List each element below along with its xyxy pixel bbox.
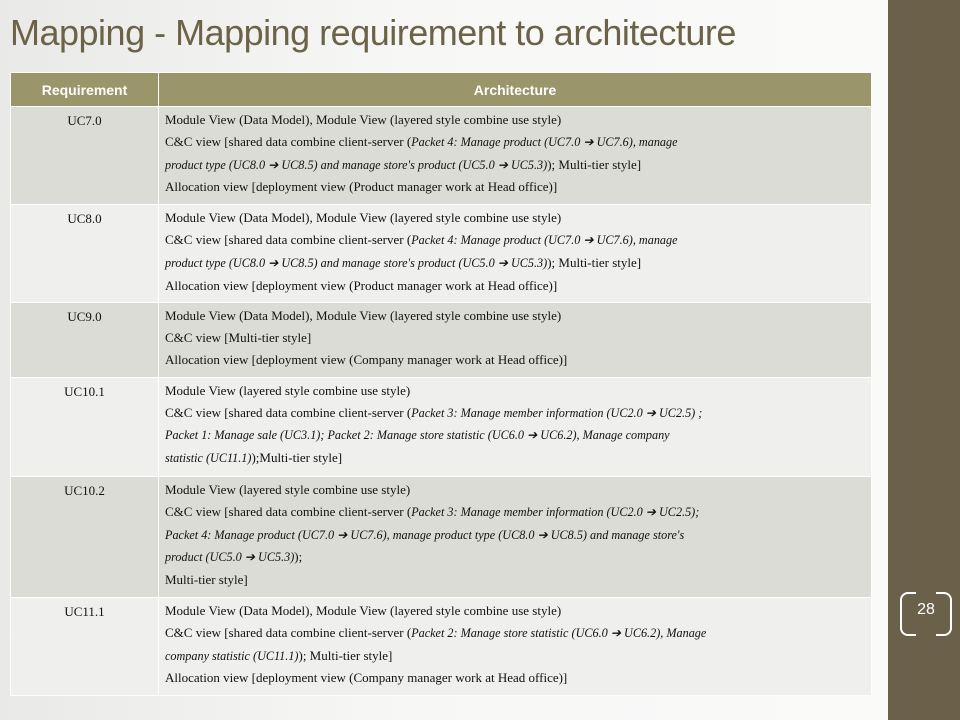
architecture-line bbox=[165, 154, 865, 177]
table-row bbox=[11, 303, 872, 377]
italic-segment: Packet 4: Manage product (UC7.0 ➔ UC7.6), manage bbox=[411, 134, 678, 149]
text-segment: Module View (Data Model), Module View (layered style combine use style) bbox=[165, 112, 562, 127]
italic-segment: Packet 3: Manage member information (UC2.0 ➔ UC2.5); bbox=[411, 504, 700, 519]
italic-segment: Packet 1: Manage sale (UC3.1); Packet 2: Manage store statistic (UC6.0 ➔ UC6.2), Manage company bbox=[165, 428, 670, 443]
italic-segment: product (UC5.0 ➔ UC5.3) bbox=[165, 550, 295, 565]
text-segment: Module View (Data Model), Module View (layered style combine use style) bbox=[165, 602, 562, 618]
text-segment: Module View (layered style combine use style) bbox=[165, 382, 411, 398]
requirement-cell: UC9.0 bbox=[11, 303, 159, 377]
requirement-cell: UC7.0 bbox=[11, 107, 159, 205]
text-segment: Module View (Data Model), Module View (layered style combine use style) bbox=[165, 308, 562, 324]
architecture-line bbox=[165, 622, 865, 645]
table-row bbox=[11, 377, 872, 476]
architecture-line bbox=[165, 207, 865, 229]
text-segment: C&C view [shared data combine client-server ( bbox=[165, 133, 412, 149]
architecture-line bbox=[165, 275, 865, 297]
text-segment: C&C view [Multi-tier style] bbox=[165, 330, 312, 346]
architecture-cell bbox=[159, 597, 872, 695]
text-segment: ); Multi-tier style] bbox=[298, 647, 393, 663]
italic-segment: Packet 4: Manage product (UC7.0 ➔ UC7.6), manage product type (UC8.0 ➔ UC8.5) and manage store's bbox=[165, 527, 685, 542]
text-segment: Allocation view [deployment view (Company manager work at Head office)] bbox=[165, 670, 568, 686]
architecture-line bbox=[165, 109, 865, 131]
table-header-row bbox=[11, 73, 872, 107]
architecture-line bbox=[165, 131, 865, 154]
text-segment: Allocation view [deployment view (Company manager work at Head office)] bbox=[165, 351, 568, 367]
architecture-line bbox=[165, 447, 865, 470]
architecture-cell bbox=[159, 377, 872, 476]
italic-segment: Packet 4: Manage product (UC7.0 ➔ UC7.6), manage bbox=[411, 232, 678, 247]
italic-segment: product type (UC8.0 ➔ UC8.5) and manage store's product (UC5.0 ➔ UC5.3) bbox=[165, 255, 548, 270]
table-row bbox=[11, 597, 872, 695]
architecture-line bbox=[165, 600, 865, 622]
architecture-line bbox=[165, 305, 865, 327]
text-segment: Module View (layered style combine use style) bbox=[165, 481, 411, 497]
header-requirement: Requirement bbox=[11, 73, 159, 107]
header-architecture: Architecture bbox=[159, 73, 872, 107]
architecture-cell bbox=[159, 205, 872, 303]
italic-segment: Packet 2: Manage store statistic (UC6.0 ➔ UC6.2), Manage bbox=[411, 625, 707, 640]
architecture-line bbox=[165, 229, 865, 252]
table-row bbox=[11, 476, 872, 597]
requirement-cell: UC11.1 bbox=[11, 597, 159, 695]
requirement-cell: UC8.0 bbox=[11, 205, 159, 303]
architecture-line bbox=[165, 424, 865, 447]
architecture-line bbox=[165, 645, 865, 668]
text-segment: Allocation view [deployment view (Product manager work at Head office)] bbox=[165, 179, 558, 195]
architecture-line bbox=[165, 501, 865, 524]
text-segment: Multi-tier style] bbox=[165, 572, 248, 588]
architecture-line bbox=[165, 524, 865, 547]
slide-title: Mapping - Mapping requirement to architecture bbox=[10, 12, 736, 53]
italic-segment: product type (UC8.0 ➔ UC8.5) and manage store's product (UC5.0 ➔ UC5.3) bbox=[165, 157, 548, 172]
architecture-line bbox=[165, 252, 865, 275]
architecture-cell bbox=[159, 107, 872, 205]
architecture-line bbox=[165, 546, 865, 569]
architecture-line bbox=[165, 327, 865, 349]
mapping-table bbox=[10, 72, 872, 696]
text-segment: ); Multi-tier style] bbox=[547, 254, 642, 270]
text-segment: C&C view [shared data combine client-server ( bbox=[165, 624, 412, 640]
text-segment: C&C view [shared data combine client-server ( bbox=[165, 231, 412, 247]
table-row bbox=[11, 107, 872, 205]
text-segment: );Multi-tier style] bbox=[251, 450, 343, 466]
requirement-cell: UC10.2 bbox=[11, 476, 159, 597]
architecture-line bbox=[165, 349, 865, 371]
architecture-line bbox=[165, 569, 865, 591]
text-segment: ); bbox=[294, 549, 303, 565]
text-segment: Allocation view [deployment view (Product manager work at Head office)] bbox=[165, 277, 558, 293]
table-row bbox=[11, 205, 872, 303]
architecture-line bbox=[165, 176, 865, 198]
italic-segment: Packet 3: Manage member information (UC2.0 ➔ UC2.5) ; bbox=[411, 405, 703, 420]
italic-segment: statistic (UC11.1) bbox=[165, 451, 252, 466]
architecture-line bbox=[165, 402, 865, 425]
architecture-cell bbox=[159, 303, 872, 377]
requirement-cell: UC10.1 bbox=[11, 377, 159, 476]
page-number: 28 bbox=[917, 601, 935, 618]
architecture-line bbox=[165, 479, 865, 501]
text-segment: C&C view [shared data combine client-server ( bbox=[165, 404, 412, 420]
architecture-line bbox=[165, 667, 865, 689]
text-segment: C&C view [shared data combine client-server ( bbox=[165, 503, 412, 519]
architecture-line bbox=[165, 380, 865, 402]
italic-segment: company statistic (UC11.1) bbox=[165, 648, 299, 663]
page-number-badge bbox=[898, 592, 954, 632]
text-segment: ); Multi-tier style] bbox=[547, 156, 642, 172]
architecture-cell bbox=[159, 476, 872, 597]
text-segment: Module View (Data Model), Module View (layered style combine use style) bbox=[165, 210, 562, 226]
